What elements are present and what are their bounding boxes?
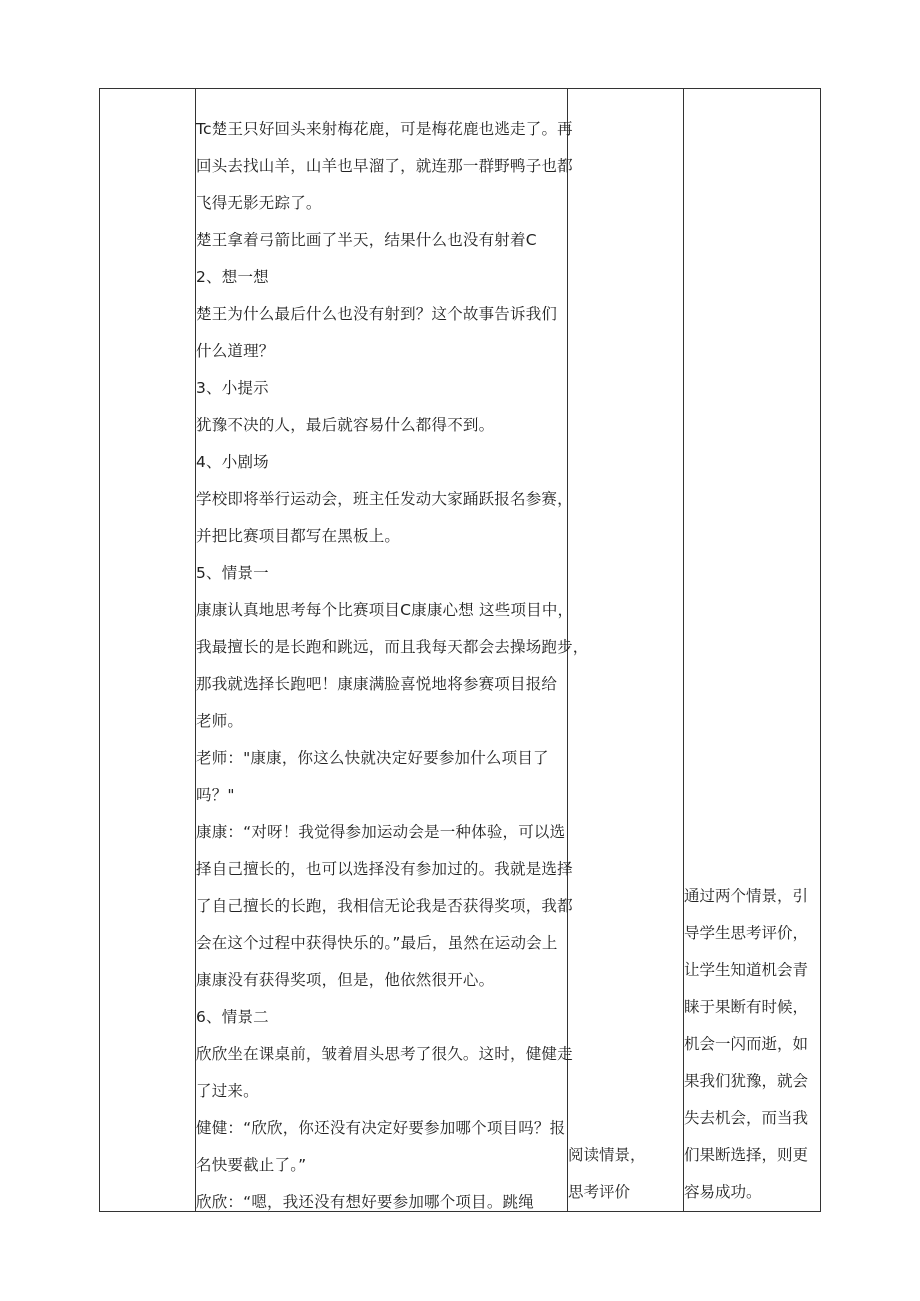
text-line: 果我们犹豫，就会 — [684, 1072, 809, 1090]
text-line: 失去机会，而当我 — [684, 1109, 809, 1127]
text-line: 楚王拿着弓箭比画了半天，结果什么也没有射着C — [196, 231, 537, 249]
text-line: 思考评价 — [568, 1183, 631, 1201]
text-line: 康康没有获得奖项，但是，他依然很开心。 — [196, 971, 495, 989]
text-line: 欣欣坐在课桌前，皱着眉头思考了很久。这时，健健走 — [196, 1045, 573, 1063]
text-line: 老师："康康，你这么快就决定好要参加什么项目了 — [196, 749, 549, 767]
text-line: 吗？" — [196, 786, 235, 804]
text-line: 3、小提示 — [196, 379, 269, 397]
text-line: 2、想一想 — [196, 268, 269, 286]
text-line: 老师。 — [196, 712, 244, 730]
text-line: 了自己擅长的长跑，我相信无论我是否获得奖项，我都 — [196, 897, 573, 915]
text-line: 容易成功。 — [684, 1183, 762, 1201]
text-line: 学校即将举行运动会，班主任发动大家踊跃报名参赛， — [196, 490, 573, 508]
text-line: 了过来。 — [196, 1082, 259, 1100]
text-line: 导学生思考评价， — [684, 924, 809, 942]
text-line: 那我就选择长跑吧！康康满脸喜悦地将参赛项目报给 — [196, 675, 558, 693]
text-line: 让学生知道机会青 — [684, 961, 809, 979]
text-line: 欣欣：“嗯，我还没有想好要参加哪个项目。跳绳 — [196, 1193, 534, 1211]
text-line: 什么道理？ — [196, 342, 275, 360]
text-line: 择自己擅长的，也可以选择没有参加过的。我就是选择 — [196, 860, 573, 878]
text-line: 回头去找山羊，山羊也早溜了，就连那一群野鸭子也都 — [196, 157, 573, 175]
text-line: 健健：“欣欣，你还没有决定好要参加哪个项目吗？报 — [196, 1119, 566, 1137]
text-line: 楚王为什么最后什么也没有射到？这个故事告诉我们 — [196, 305, 558, 323]
text-line: 并把比赛项目都写在黑板上。 — [196, 527, 401, 545]
text-line: 飞得无影无踪了。 — [196, 194, 322, 212]
text-line: 犹豫不决的人，最后就容易什么都得不到。 — [196, 416, 495, 434]
text-line: 机会一闪而逝，如 — [684, 1035, 809, 1053]
text-line: 康康：“对呀！我觉得参加运动会是一种体验，可以选 — [196, 823, 566, 841]
text-line: 会在这个过程中获得快乐的。”最后，虽然在运动会上 — [196, 934, 558, 952]
text-line: 睐于果断有时候， — [684, 998, 809, 1016]
text-line: 们果断选择，则更 — [684, 1146, 809, 1164]
text-line: 康康认真地思考每个比赛项目C康康心想 这些项目中， — [196, 601, 574, 619]
text-line: Tc楚王只好回头来射梅花鹿，可是梅花鹿也逃走了。再 — [196, 120, 573, 138]
teaching-process-cell — [196, 89, 589, 1211]
text-line: 阅读情景， — [568, 1146, 646, 1164]
text-line: 我最擅长的是长跑和跳远，而且我每天都会去操场跑步， — [196, 638, 589, 656]
student-activity-cell — [568, 89, 684, 1211]
text-line: 名快要截止了。” — [196, 1156, 307, 1174]
text-line: 通过两个情景，引 — [684, 887, 809, 905]
lesson-table — [99, 88, 821, 1212]
text-line: 5、情景一 — [196, 564, 269, 582]
text-line: 6、情景二 — [196, 1008, 269, 1026]
text-line: 4、小剧场 — [196, 453, 269, 471]
design-intent-cell — [684, 89, 821, 1211]
